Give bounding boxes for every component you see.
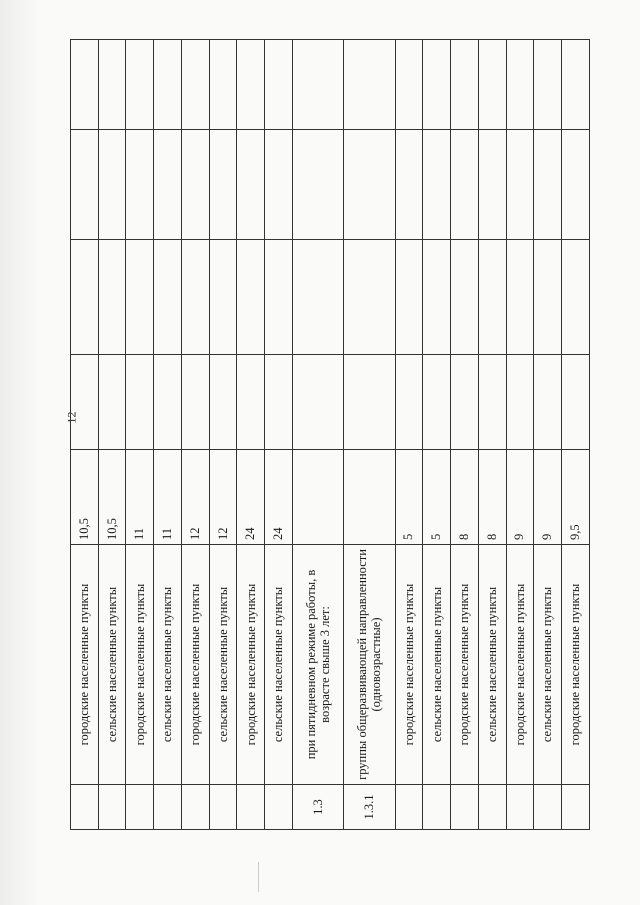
row-name-cell: сельские населенные пункты: [154, 545, 182, 785]
row-name-cell: городские населенные пункты: [126, 545, 154, 785]
value-cell-1: 8: [478, 450, 506, 545]
value-cell-4: [126, 130, 154, 240]
value-cell-5: [562, 40, 590, 130]
scan-edge-shadow: [0, 0, 40, 905]
value-cell-4: [154, 130, 182, 240]
table-row: [395, 40, 423, 830]
row-name-cell: городские населенные пункты: [237, 545, 265, 785]
value-cell-5: [451, 40, 479, 130]
table-row: [98, 40, 126, 830]
table-row: [562, 40, 590, 830]
row-number-cell: [451, 785, 479, 830]
value-cell-5: [292, 40, 343, 130]
value-cell-1: 8: [451, 450, 479, 545]
value-cell-2: [181, 355, 209, 450]
value-cell-3: [534, 240, 562, 355]
value-cell-2: [265, 355, 293, 450]
row-number-cell: [423, 785, 451, 830]
row-number-cell: [237, 785, 265, 830]
value-cell-5: [478, 40, 506, 130]
value-cell-1: 11: [126, 450, 154, 545]
value-cell-5: [181, 40, 209, 130]
row-number-cell: [534, 785, 562, 830]
row-name-cell: сельские населенные пункты: [209, 545, 237, 785]
table-row: [534, 40, 562, 830]
row-number-cell: [98, 785, 126, 830]
value-cell-1: 5: [423, 450, 451, 545]
value-cell-5: [395, 40, 423, 130]
value-cell-1: 11: [154, 450, 182, 545]
row-name-cell: городские населенные пункты: [395, 545, 423, 785]
table-row: [423, 40, 451, 830]
value-cell-2: [562, 355, 590, 450]
value-cell-3: [98, 240, 126, 355]
value-cell-4: [506, 130, 534, 240]
table-row: [126, 40, 154, 830]
value-cell-5: [154, 40, 182, 130]
row-number-cell: [181, 785, 209, 830]
row-number-cell: [506, 785, 534, 830]
value-cell-2: [126, 355, 154, 450]
value-cell-3: [423, 240, 451, 355]
value-cell-4: [451, 130, 479, 240]
value-cell-4: [292, 130, 343, 240]
value-cell-3: [478, 240, 506, 355]
value-cell-5: [506, 40, 534, 130]
row-name-cell: сельские населенные пункты: [98, 545, 126, 785]
row-number-cell: [478, 785, 506, 830]
row-number-cell: 1.3.1: [344, 785, 395, 830]
page-number: 12: [64, 411, 79, 424]
value-cell-2: [71, 355, 99, 450]
value-cell-5: [344, 40, 395, 130]
value-cell-1: 9: [506, 450, 534, 545]
row-number-cell: [209, 785, 237, 830]
value-cell-1: [344, 450, 395, 545]
value-cell-3: [265, 240, 293, 355]
row-name-cell: городские населенные пункты: [71, 545, 99, 785]
value-cell-1: 9,5: [562, 450, 590, 545]
value-cell-4: [71, 130, 99, 240]
row-name-cell: сельские населенные пункты: [534, 545, 562, 785]
value-cell-4: [344, 130, 395, 240]
value-cell-1: 10,5: [98, 450, 126, 545]
value-cell-3: [506, 240, 534, 355]
row-number-cell: [562, 785, 590, 830]
value-cell-3: [292, 240, 343, 355]
value-cell-1: 24: [265, 450, 293, 545]
table-row: [209, 40, 237, 830]
value-cell-4: [562, 130, 590, 240]
value-cell-4: [98, 130, 126, 240]
value-cell-2: [478, 355, 506, 450]
value-cell-3: [181, 240, 209, 355]
value-cell-2: [237, 355, 265, 450]
value-cell-5: [71, 40, 99, 130]
row-name-cell: городские населенные пункты: [506, 545, 534, 785]
value-cell-5: [98, 40, 126, 130]
table-row: [154, 40, 182, 830]
value-cell-5: [209, 40, 237, 130]
value-cell-4: [534, 130, 562, 240]
value-cell-2: [98, 355, 126, 450]
value-cell-4: [237, 130, 265, 240]
value-cell-2: [209, 355, 237, 450]
table-row: [181, 40, 209, 830]
value-cell-3: [71, 240, 99, 355]
table-row: [265, 40, 293, 830]
row-name-cell: сельские населенные пункты: [423, 545, 451, 785]
row-name-cell: городские населенные пункты: [451, 545, 479, 785]
value-cell-5: [534, 40, 562, 130]
value-cell-2: [423, 355, 451, 450]
value-cell-2: [451, 355, 479, 450]
value-cell-1: 5: [395, 450, 423, 545]
value-cell-5: [126, 40, 154, 130]
value-cell-3: [126, 240, 154, 355]
value-cell-1: 9: [534, 450, 562, 545]
value-cell-2: [344, 355, 395, 450]
value-cell-3: [154, 240, 182, 355]
value-cell-4: [181, 130, 209, 240]
value-cell-5: [423, 40, 451, 130]
row-name-cell: группы общеразвивающей направленности (одновозрастные): [344, 545, 395, 785]
row-name-cell: городские населенные пункты: [562, 545, 590, 785]
value-cell-2: [154, 355, 182, 450]
table-container: [70, 40, 590, 830]
value-cell-1: 12: [181, 450, 209, 545]
row-number-cell: [154, 785, 182, 830]
value-cell-3: [209, 240, 237, 355]
value-cell-3: [451, 240, 479, 355]
row-number-cell: [265, 785, 293, 830]
table-row: [478, 40, 506, 830]
scan-mark: [258, 862, 259, 892]
norms-table: [70, 39, 590, 830]
value-cell-1: 24: [237, 450, 265, 545]
row-number-cell: 1.3: [292, 785, 343, 830]
row-number-cell: [71, 785, 99, 830]
value-cell-5: [237, 40, 265, 130]
value-cell-4: [265, 130, 293, 240]
value-cell-2: [292, 355, 343, 450]
row-name-cell: городские населенные пункты: [181, 545, 209, 785]
value-cell-4: [423, 130, 451, 240]
table-row: [292, 40, 343, 830]
value-cell-3: [562, 240, 590, 355]
value-cell-2: [395, 355, 423, 450]
value-cell-5: [265, 40, 293, 130]
table-row: [344, 40, 395, 830]
value-cell-3: [344, 240, 395, 355]
value-cell-4: [478, 130, 506, 240]
table-row: [71, 40, 99, 830]
value-cell-1: 12: [209, 450, 237, 545]
table-row: [451, 40, 479, 830]
value-cell-1: [292, 450, 343, 545]
row-name-cell: сельские населенные пункты: [265, 545, 293, 785]
table-row: [237, 40, 265, 830]
value-cell-4: [395, 130, 423, 240]
value-cell-1: 10,5: [71, 450, 99, 545]
value-cell-2: [506, 355, 534, 450]
value-cell-3: [237, 240, 265, 355]
row-name-cell: сельские населенные пункты: [478, 545, 506, 785]
value-cell-3: [395, 240, 423, 355]
row-name-cell: при пятидневном режиме работы, в возрасте свыше 3 лет:: [292, 545, 343, 785]
row-number-cell: [395, 785, 423, 830]
row-number-cell: [126, 785, 154, 830]
table-row: [506, 40, 534, 830]
value-cell-2: [534, 355, 562, 450]
table-body: [71, 40, 590, 830]
value-cell-4: [209, 130, 237, 240]
